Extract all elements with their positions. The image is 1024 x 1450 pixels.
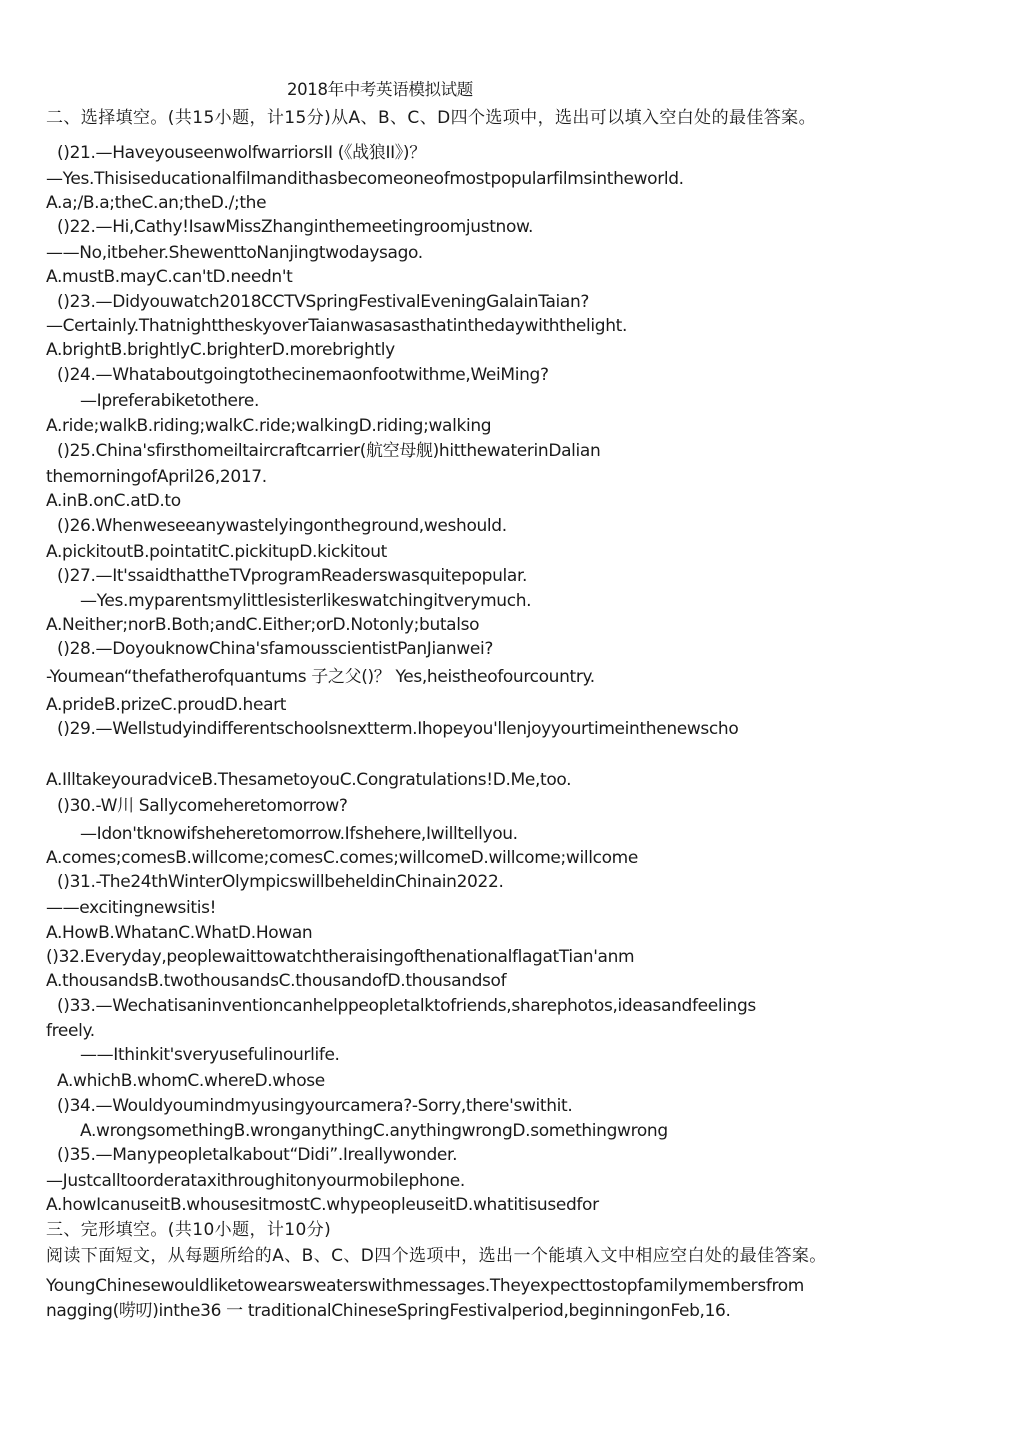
question-line: ()22.—Hi,Cathy!IsawMissZhanginthemeetingroomjustnow. (57, 217, 534, 237)
options-line: A.a;/B.a;theC.an;theD./;the (46, 193, 267, 213)
options-line: A.prideB.prizeC.proudD.heart (46, 695, 287, 715)
question-line: ()33.—Wechatisaninventioncanhelppeopletalktofriends,sharephotos,ideasandfeelings (57, 996, 756, 1016)
answer-line: —Ipreferabiketothere. (80, 391, 260, 411)
question-line: ()34.—Wouldyoumindmyusingyourcamera?-Sorry,there'swithit. (57, 1096, 573, 1116)
answer-line: —Justcalltoorderataxithroughitonyourmobilephone. (46, 1171, 465, 1191)
question-line: ()23.—Didyouwatch2018CCTVSpringFestivalEveningGalainTaian? (57, 292, 590, 312)
options-line: A.comes;comesB.willcome;comesC.comes;willcomeD.willcome;willcome (46, 848, 638, 868)
question-line: ()29.—Wellstudyindifferentschoolsnextterm.Ihopeyou'llenjoyyourtimeinthenewscho (57, 719, 739, 739)
answer-line: —Yes.myparentsmylittlesisterlikeswatchingitverymuch. (80, 591, 532, 611)
page-title: 2018年中考英语模拟试题 (287, 80, 473, 99)
question-line: freely. (46, 1021, 95, 1041)
answer-line: ——Ithinkit'sveryusefulinourlife. (80, 1045, 340, 1065)
question-line: ()30.-W川 Sallycomeheretomorrow? (57, 796, 348, 816)
question-line: ()25.China'sfirsthomeiltaircraftcarrier(航空母舰)hitthewaterinDalian (57, 441, 601, 461)
options-line: A.brightB.brightlyC.brighterD.morebrightly (46, 340, 395, 360)
options-line: A.ride;walkB.riding;walkC.ride;walkingD.riding;walking (46, 416, 492, 436)
section-header: 三、完形填空。(共10小题，计10分) (46, 1220, 332, 1240)
question-line: themorningofApril26,2017. (46, 467, 267, 487)
answer-line: ——No,itbeher.ShewenttoNanjingtwodaysago. (46, 243, 423, 263)
question-line: ()28.—DoyouknowChina'sfamousscientistPanJianwei? (57, 639, 494, 659)
options-line: A.pickitoutB.pointatitC.pickitupD.kickitout (46, 542, 387, 562)
passage-line: nagging(唠叨)inthe36 一 traditionalChineseSpringFestivalperiod,beginningonFeb,16. (46, 1301, 731, 1321)
options-line: A.thousandsB.twothousandsC.thousandofD.thousandsof (46, 971, 507, 991)
options-line: A.Neither;norB.Both;andC.Either;orD.Notonly;butalso (46, 615, 480, 635)
question-line: ()32.Everyday,peoplewaittowatchtheraisingofthenationalflagatTian'anm (46, 947, 635, 967)
instruction-line: 阅读下面短文，从每题所给的A、B、C、D四个选项中，选出一个能填入文中相应空白处的最佳答案。 (46, 1246, 827, 1266)
question-line: ()26.Whenweseeanywastelyingontheground,weshould. (57, 516, 507, 536)
options-line: A.IlltakeyouradviceB.ThesametoyouC.Congratulations!D.Me,too. (46, 770, 572, 790)
answer-line: ——excitingnewsitis! (46, 898, 217, 918)
section-header: 二、选择填空。(共15小题，计15分)从A、B、C、D四个选项中，选出可以填入空白处的最佳答案。 (46, 108, 816, 128)
options-line: A.mustB.mayC.can'tD.needn't (46, 267, 293, 287)
question-line: ()21.—HaveyouseenwolfwarriorsII (《战狼II》)？ (57, 143, 426, 163)
answer-line: -Youmean“thefatherofquantums 子之父()？ Yes,heistheofourcountry. (46, 667, 595, 687)
question-line: ()35.—Manypeopletalkabout“Didi”.Ireallywonder. (57, 1145, 458, 1165)
passage-line: YoungChinesewouldliketowearsweaterswithmessages.Theyexpecttostopfamilymembersfrom (46, 1276, 804, 1296)
question-line: ()31.-The24thWinterOlympicswillbeheldinChinain2022. (57, 872, 504, 892)
answer-line: —Certainly.ThatnighttheskyoverTaianwasasasthatinthedaywiththelight. (46, 316, 628, 336)
options-line: A.wrongsomethingB.wronganythingC.anythingwrongD.somethingwrong (80, 1121, 668, 1141)
question-line: ()24.—Whataboutgoingtothecinemaonfootwithme,WeiMing? (57, 365, 549, 385)
answer-line: —Yes.Thisiseducationalfilmandithasbecomeoneofmostpopularfilmsintheworld. (46, 169, 684, 189)
options-line: A.inB.onC.atD.to (46, 491, 181, 511)
answer-line: —Idon'tknowifsheheretomorrow.Ifshehere,Iwilltellyou. (80, 824, 518, 844)
options-line: A.howIcanuseitB.whousesitmostC.whypeopleuseitD.whatitisusedfor (46, 1195, 599, 1215)
options-line: A.whichB.whomC.whereD.whose (57, 1071, 325, 1091)
options-line: A.HowB.WhatanC.WhatD.Howan (46, 923, 313, 943)
question-line: ()27.—It'ssaidthattheTVprogramReaderswasquitepopular. (57, 566, 528, 586)
